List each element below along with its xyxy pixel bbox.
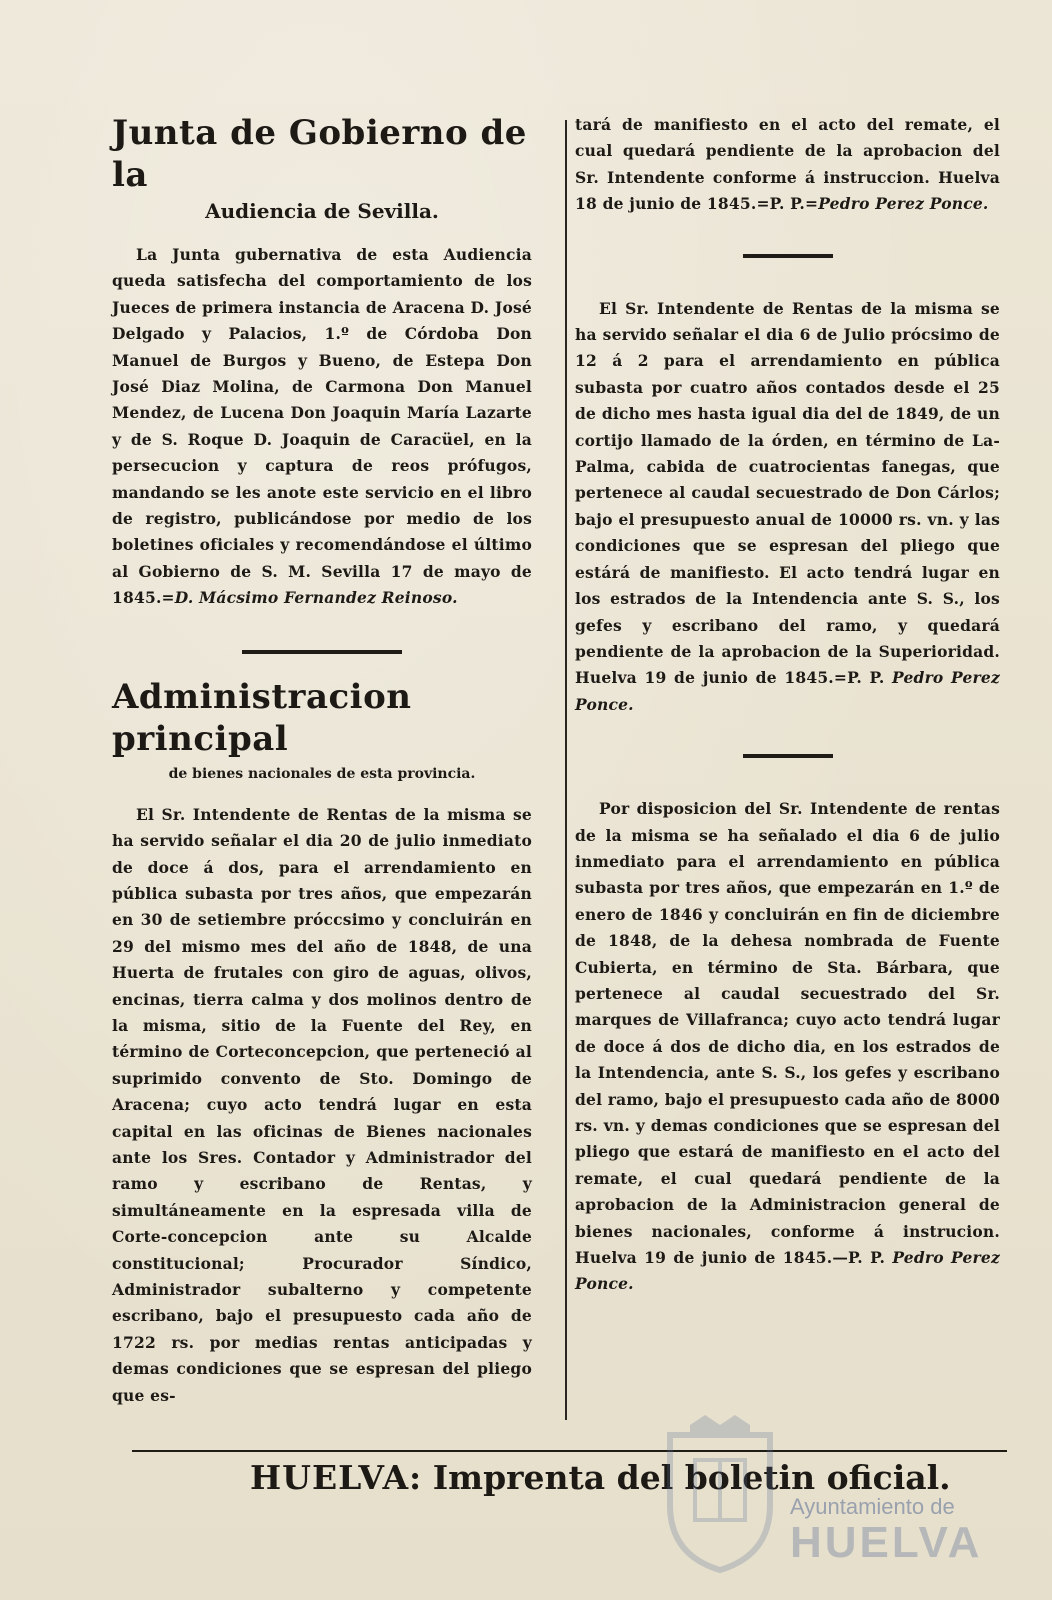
admin-title: Administracion principal — [112, 676, 412, 759]
footer-city: HUELVA — [250, 1458, 410, 1497]
left-column — [112, 112, 532, 1409]
section-separator — [743, 754, 833, 758]
notice3-body — [575, 796, 1000, 1298]
junta-subtitle: Audiencia de Sevilla. — [205, 199, 439, 223]
junta-title: Junta de Gobierno de la — [112, 113, 527, 195]
coat-of-arms-icon — [660, 1415, 780, 1575]
junta-body — [112, 242, 532, 612]
notice2-body — [575, 296, 1000, 719]
continuation-body — [575, 112, 1000, 218]
watermark-line1: Ayuntamiento de — [790, 1494, 955, 1519]
footer-rule — [132, 1450, 1007, 1452]
section-separator — [242, 650, 402, 654]
continuation-signature: Pedro Perez Ponce. — [818, 194, 989, 214]
admin-subtitle: de bienes nacionales de esta provincia. — [168, 765, 476, 782]
section-separator — [743, 254, 833, 258]
admin-body: El Sr. Intendente de Rentas de la misma se ha servido señalar el dia 20 de julio inmediato de doce á dos, para el arrendamiento en pública subasta por tres años, que empezarán en 30 de setiembre próccsimo y concluirán en 29 del mismo mes del año de 1848, de una Huerta de frutales con giro de aguas, olivos, encinas, tierra calma y dos molinos dentro de la misma, sitio de la Fuente del Rey, en término de Corteconcepcion, que perteneció al suprimido convento de Sto. Domingo de Aracena; cuyo acto tendrá lugar en esta capital en las oficinas de Bienes nacionales ante los Sres. Contador y Administrador del ramo y escribano de Rentas, y simultáneamente en la espresada villa de Corte-concepcion ante su Alcalde constitucional; Procurador Síndico, Administrador subalterno y competente escribano, bajo el presupuesto cada año de 1722 rs. por medias rentas anticipadas y demas condiciones que se espresan del pliego que es- — [112, 804, 532, 1405]
junta-signature: D. Mácsimo Fernandez Reinoso. — [174, 588, 458, 608]
notice3-signature: Pedro Perez Ponce. — [575, 1248, 1000, 1294]
notice3-text: Por disposicion del Sr. Intendente de rentas de la misma se ha señalado el dia 6 de julio inmediato para el arrendamiento en pública subasta por tres años, que empezarán en 1.º de enero de 1846 y concluirán en fin de diciembre de 1848, de la dehesa nombrada de Fuente Cubierta, en término de Sta. Bárbara, que pertenece al caudal secuestrado del Sr. marques de Villafranca; cuyo acto tendrá lugar de doce á dos de dicho dia, en los estrados de la Intendencia, ante S. S., los gefes y escribano del ramo, bajo el presupuesto cada año de 8000 rs. vn. y demas condiciones que se espresan del pliego que estará de manifiesto en el acto del remate, el cual quedará pendiente de la aprobacion de la Administracion general de bienes nacionales, conforme á instrucion. Huelva 19 de junio de 1845.—P. P. — [575, 799, 1000, 1268]
junta-body-text: La Junta gubernativa de esta Audiencia queda satisfecha del comportamiento de los Jueces de primera instancia de Aracena D. José Delgado y Palacios, 1.º de Córdoba Don Manuel de Burgos y Bueno, de Estepa Don José Diaz Molina, de Carmona Don Manuel Mendez, de Lucena Don Joaquin María Lazarte y de S. Roque D. Joaquin de Caracüel, en la persecucion y captura de reos prófugos, mandando se les anote este servicio en el libro de registro, publicándose por medio de los boletines oficiales y recomendándose el último al Gobierno de S. M. Sevilla 17 de mayo de 1845.= — [112, 245, 532, 608]
notice2-signature: Pedro Perez Ponce. — [575, 668, 1000, 714]
footer-text: : Imprenta del boletin oficial. — [409, 1458, 951, 1497]
watermark-line2: HUELVA — [790, 1518, 983, 1567]
column-divider — [565, 120, 567, 1420]
continuation-text: tará de manifiesto en el acto del remate, el cual quedará pendiente de la aprobacion del Sr. Intendente conforme á instruccion. Huelva 18 de junio de 1845.=P. P.= — [575, 115, 1000, 214]
right-column — [575, 112, 1000, 1298]
notice2-text: El Sr. Intendente de Rentas de la misma se ha servido señalar el dia 6 de Julio prócsimo de 12 á 2 para el arrendamiento en pública subasta por cuatro años contados desde el 25 de dicho mes hasta igual dia del de 1849, de un cortijo llamado de la órden, en término de La-Palma, cabida de cuatrocientas fanegas, que pertenece al caudal secuestrado de Don Cárlos; bajo el presupuesto anual de 10000 rs. vn. y las condiciones que se espresan del pliego que estárá de manifiesto. El acto tendrá lugar en los estrados de la Intendencia ante S. S., los gefes y escribano del ramo, y quedará pendiente de la aprobacion de la Superioridad. Huelva 19 de junio de 1845.=P. P. — [575, 298, 1000, 688]
